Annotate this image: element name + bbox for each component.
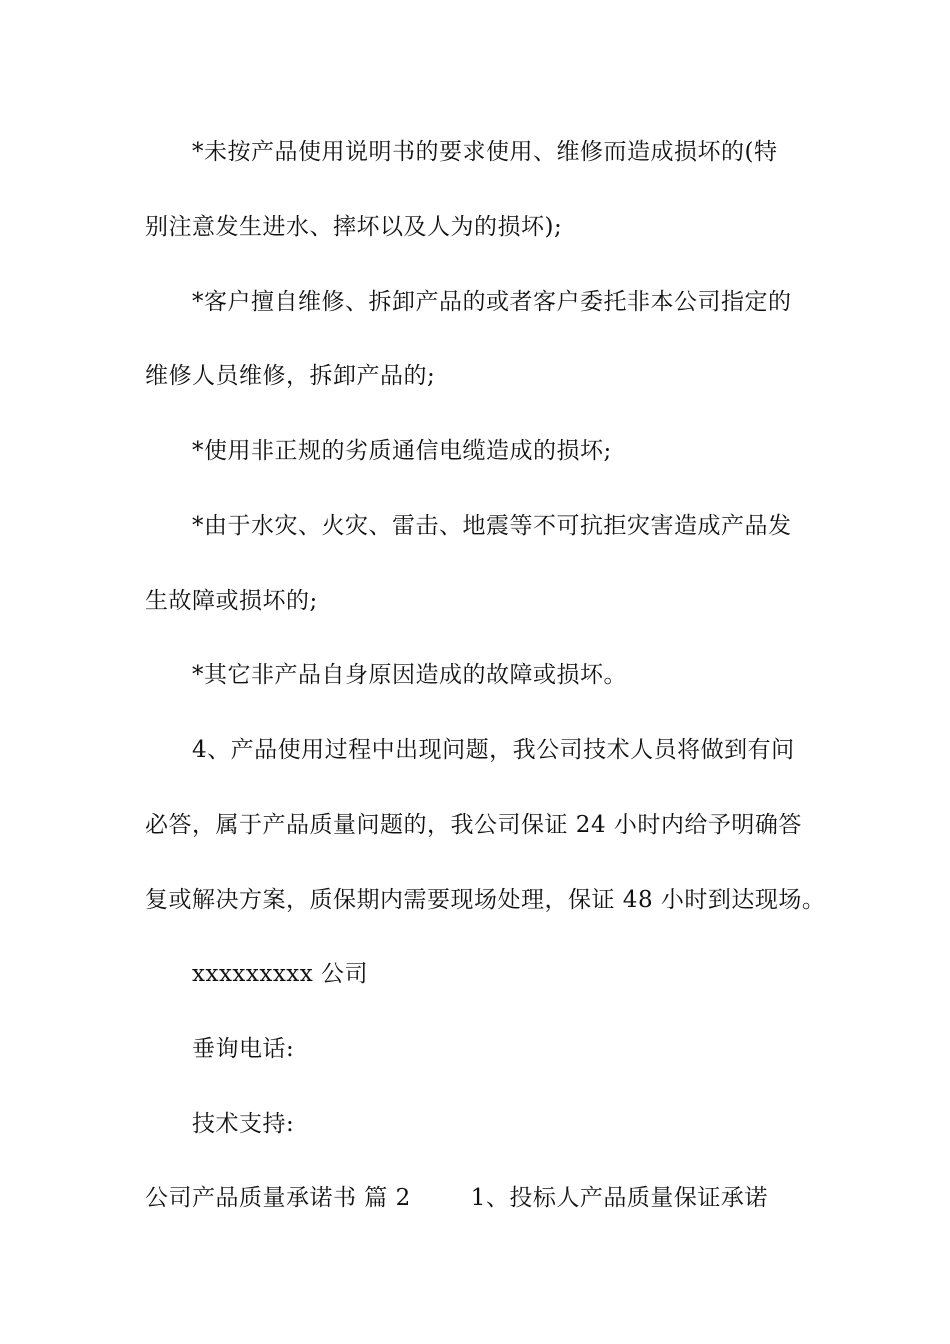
section-heading [145,1183,825,1213]
paragraph-line: *其它非产品自身原因造成的故障或损坏。 [192,662,627,688]
paragraph-line: *未按产品使用说明书的要求使用、维修而造成损坏的(特 [192,139,778,165]
paragraph-line: *由于水灾、火灾、雷击、地震等不可抗拒灾害造成产品发 [192,513,792,539]
section-title: 公司产品质量承诺书 篇 2 [145,1185,411,1211]
paragraph-line: 生故障或损坏的; [145,588,318,614]
paragraph-line: 必答，属于产品质量问题的，我公司保证 24 小时内给予明确答 [145,812,802,838]
tech-support-label: 技术支持: [192,1111,295,1137]
paragraph-line: 维修人员维修，拆卸产品的; [145,363,436,389]
inquiry-phone-label: 垂询电话: [192,1036,295,1062]
section-item: 1、投标人产品质量保证承诺 [470,1185,768,1211]
paragraph-line: *使用非正规的劣质通信电缆造成的损坏; [192,438,612,464]
paragraph-line: 复或解决方案，质保期内需要现场处理，保证 48 小时到达现场。 [145,887,826,913]
paragraph-line: 别注意发生进水、摔坏以及人为的损坏); [145,214,563,240]
company-name: xxxxxxxxx 公司 [192,961,369,987]
paragraph-line: *客户擅自维修、拆卸产品的或者客户委托非本公司指定的 [192,289,792,315]
paragraph-line: 4、产品使用过程中出现问题，我公司技术人员将做到有问 [192,737,795,763]
